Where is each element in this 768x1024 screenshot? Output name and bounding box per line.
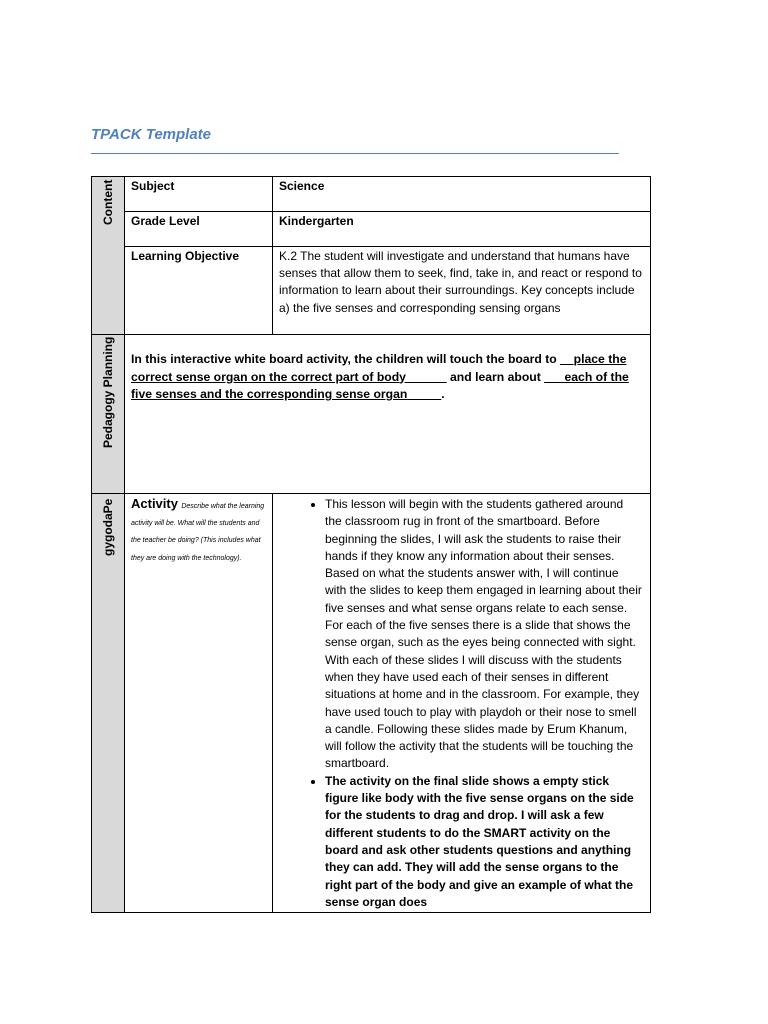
section-label-content-cell <box>92 177 125 335</box>
grade-level-label-cell <box>125 212 273 247</box>
subject-value-cell <box>273 177 651 212</box>
table-row-grade-level <box>92 212 651 247</box>
activity-bullet-2: • The activity on the final slide shows a empty stick figure like body with the five sense organs on the side for the students to drag and drop. I will ask a few different students to do the SMART activity on the board and ask other students questions and anything they can add. They will add the sense organs to the right part of the body and give an example of what the sense organ does <box>325 773 642 911</box>
table-row-subject <box>92 177 651 212</box>
table-row-pedagogy-planning <box>92 335 651 494</box>
grade-level-value-cell <box>273 212 651 247</box>
pedagogy-planning-cell <box>125 335 651 494</box>
pedagogy-text-part2: and learn about <box>446 369 545 384</box>
section-label-pedagogy-planning: Pedagogy Planning <box>101 336 115 448</box>
tpack-table <box>91 176 651 913</box>
activity-hint: Describe what the learning activity will be. What will the students and the teacher be doing? (This includes what they are doing with the technology). <box>131 503 265 562</box>
learning-objective-label: Learning Objective <box>131 249 240 263</box>
section-label-pedagogy-partial-cell <box>92 494 125 913</box>
subject-value: Science <box>279 179 325 193</box>
pedagogy-planning-text <box>125 335 650 404</box>
document-title: TPACK Template <box>91 126 212 143</box>
learning-objective-value: K.2 The student will investigate and understand that humans have senses that allow them to seek, find, take in, and react or respond to information to learn about their surroundings. Key concepts include a) the five senses and corresponding sensing organs <box>279 249 642 315</box>
activity-label-cell <box>125 494 273 913</box>
pedagogy-text-part3: . <box>441 387 445 401</box>
subject-label: Subject <box>131 179 175 193</box>
subject-label-cell <box>125 177 273 212</box>
title-underline <box>91 153 619 154</box>
section-label-pedagogy-partial: gygodaPe <box>101 498 115 556</box>
grade-level-value: Kindergarten <box>279 214 354 228</box>
pedagogy-blank-2: ___each of the five senses and the corresponding sense organ_____ <box>131 369 629 401</box>
activity-bullet-list <box>273 494 650 911</box>
table-row-activity <box>92 494 651 913</box>
section-label-content: Content <box>101 179 115 225</box>
activity-description <box>273 494 650 912</box>
activity-bullet-1: • This lesson will begin with the students gathered around the classroom rug in front of the smartboard. Before beginning the slides, I will ask the students to raise their hands if they know any information about their senses. Based on what the students answer with, I will continue with the slides to keep them engaged in learning about their five senses and what sense organs relate to each sense. For each of the five senses there is a slide that shows the sense organ, such as the eyes being connected with sight. With each of these slides I will discuss with the students when they have used each of their senses in different situations at home and in the classroom. For example, they have used touch to play with playdoh or their nose to smell a candle. Following these slides made by Erum Khanum, will follow the activity that the students will be touching the smartboard. <box>325 496 642 773</box>
grade-level-label: Grade Level <box>131 214 200 228</box>
learning-objective-label-cell <box>125 247 273 335</box>
pedagogy-blank-1: __place the correct sense organ on the correct part of body______ <box>131 352 627 384</box>
pedagogy-text-part1: In this interactive white board activity, the children will touch the board to <box>131 352 561 366</box>
section-label-pedagogy-planning-cell <box>92 335 125 494</box>
activity-label-block <box>125 494 272 565</box>
activity-label: Activity <box>131 496 178 511</box>
activity-description-cell <box>273 494 651 913</box>
table-row-learning-objective <box>92 247 651 335</box>
learning-objective-value-cell <box>273 247 651 335</box>
